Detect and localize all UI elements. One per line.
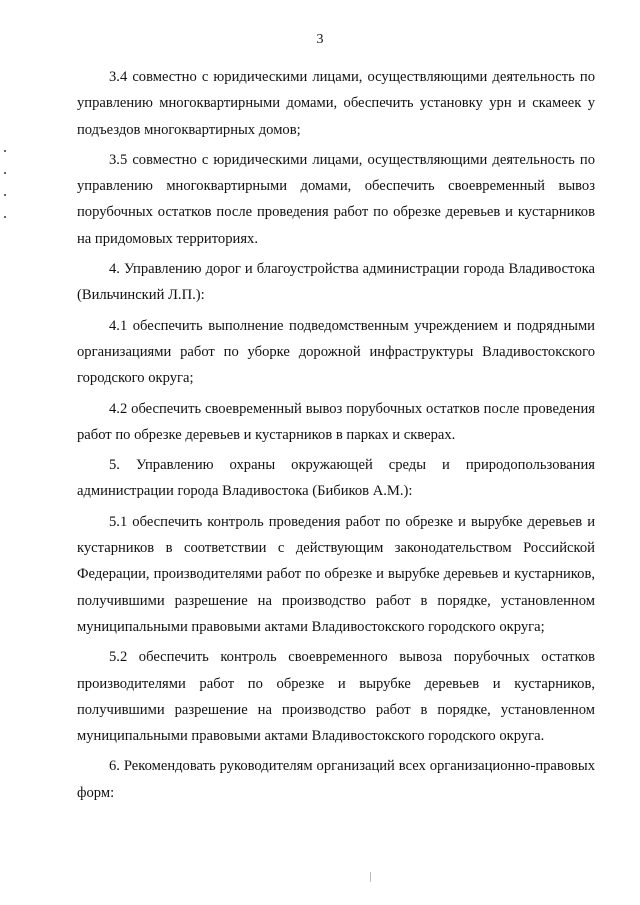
paragraph-5-2: 5.2 обеспечить контроль своевременного вывоза порубочных остатков производителями работ по обрезке и вырубке деревьев и кустарников, получившими разрешение на производство работ в порядке, установленном муниципальными правовыми актами Владивостокского городского округа. <box>77 649 595 745</box>
scan-artifact <box>370 872 371 882</box>
paragraph-5-1: 5.1 обеспечить контроль проведения работ по обрезке и вырубке деревьев и кустарников в соответствии с действующим законодательством Российской Федерации, производителями работ по обрезке и вырубке деревьев и кустарников, получившими разрешение на производство работ в порядке, установленном муниципальными правовыми актами Владивостокского городского округа; <box>77 513 595 635</box>
paragraph-4-2: 4.2 обеспечить своевременный вывоз порубочных остатков после проведения работ по обрезке деревьев и кустарников в парках и скверах. <box>77 400 595 443</box>
scan-edge-marks <box>4 150 6 240</box>
paragraph-3-5: 3.5 совместно с юридическими лицами, осуществляющими деятельность по управлению многоквартирными домами, обеспечить своевременный вывоз порубочных остатков после проведения работ по обрезке деревьев и кустарников на придомовых территориях. <box>77 151 595 247</box>
paragraph-4-1: 4.1 обеспечить выполнение подведомственным учреждением и подрядными организациями работ по уборке дорожной инфраструктуры Владивостокского городского округа; <box>77 317 595 387</box>
paragraph-6: 6. Рекомендовать руководителям организаций всех организационно-правовых форм: <box>77 758 595 801</box>
paragraph-4: 4. Управлению дорог и благоустройства администрации города Владивостока (Вильчинский Л.П.): <box>77 261 595 304</box>
paragraph-5: 5. Управлению охраны окружающей среды и природопользования администрации города Владивостока (Бибиков А.М.): <box>77 457 595 500</box>
page-number: 3 <box>316 32 324 47</box>
paragraph-3-4: 3.4 совместно с юридическими лицами, осуществляющими деятельность по управлению многоквартирными домами, обеспечить установку урн и скамеек у подъездов многоквартирных домов; <box>77 69 595 138</box>
document-body <box>77 64 595 806</box>
